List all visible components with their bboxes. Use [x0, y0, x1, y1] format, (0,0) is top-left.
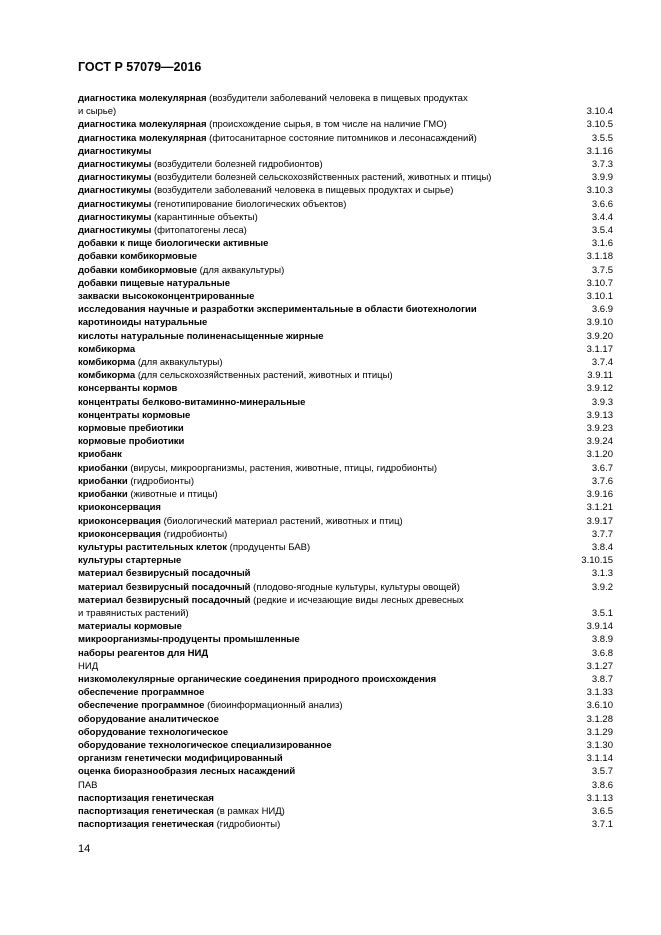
index-entry	[78, 422, 613, 435]
index-entry	[78, 198, 613, 211]
index-entry	[78, 686, 613, 699]
entry-text	[78, 739, 533, 752]
entry-note: (биологический материал растений, животных и птиц)	[160, 515, 403, 527]
entry-term: паспортизация генетическая	[78, 792, 214, 804]
entry-term: организм генетически модифицированный	[78, 753, 283, 765]
index-entry	[78, 620, 613, 633]
entry-reference: 3.9.12	[586, 383, 613, 395]
index-entry	[78, 356, 613, 369]
entry-text	[78, 554, 533, 567]
entry-text	[78, 356, 533, 369]
entry-term: криоконсервация	[78, 515, 161, 527]
entry-reference: 3.7.4	[591, 357, 613, 369]
entry-term: материалы кормовые	[78, 621, 182, 633]
term-index	[78, 92, 613, 831]
entry-reference: 3.1.6	[591, 238, 613, 250]
entry-reference: 3.7.1	[591, 819, 613, 831]
entry-term: диагностикумы	[78, 198, 152, 210]
entry-term: криоконсервация	[78, 528, 161, 540]
entry-text	[78, 250, 533, 263]
entry-term: криобанки	[78, 462, 128, 474]
entry-text	[78, 264, 533, 277]
entry-reference: 3.10.4	[586, 106, 613, 118]
entry-reference: 3.1.13	[586, 792, 613, 804]
entry-text	[78, 422, 533, 435]
entry-term: диагностикумы	[78, 211, 152, 223]
entry-text	[78, 448, 533, 461]
entry-note: (гидробионты)	[213, 819, 281, 831]
entry-term: кормовые пробиотики	[78, 436, 185, 448]
entry-term: консерванты кормов	[78, 383, 178, 395]
index-entry	[78, 382, 613, 395]
entry-text	[78, 779, 533, 792]
index-entry	[78, 118, 613, 131]
entry-text	[78, 752, 533, 765]
entry-text	[78, 211, 533, 224]
entry-reference: 3.9.9	[591, 172, 613, 184]
entry-text	[78, 396, 533, 409]
entry-text	[78, 581, 533, 594]
entry-term: материал безвирусный посадочный	[78, 568, 251, 580]
index-entry	[78, 726, 613, 739]
entry-reference: 3.9.11	[587, 370, 613, 382]
entry-text	[78, 145, 533, 158]
entry-text	[78, 686, 533, 699]
entry-text	[78, 92, 533, 118]
entry-term: диагностика молекулярная	[78, 132, 207, 144]
index-entry	[78, 145, 613, 158]
entry-text	[78, 528, 533, 541]
entry-note: (гидробионты)	[160, 528, 228, 540]
entry-reference: 3.1.18	[586, 251, 613, 263]
entry-text	[78, 303, 533, 316]
entry-term: оценка биоразнообразия лесных насаждений	[78, 766, 296, 778]
entry-term: добавки к пище биологически активные	[78, 238, 269, 250]
entry-reference: 3.1.21	[586, 502, 613, 514]
entry-text	[78, 184, 533, 197]
index-entry	[78, 462, 613, 475]
entry-note: (возбудители болезней гидробионтов)	[151, 159, 323, 171]
entry-note: (редкие и исчезающие виды лесных древесных и травянистых растений)	[78, 594, 464, 619]
entry-reference: 3.6.8	[591, 647, 613, 659]
index-entry	[78, 713, 613, 726]
entry-text	[78, 713, 533, 726]
entry-text	[78, 805, 533, 818]
entry-reference: 3.9.24	[586, 436, 613, 448]
index-entry	[78, 158, 613, 171]
entry-reference: 3.1.3	[591, 568, 613, 580]
entry-text	[78, 594, 533, 620]
entry-reference: 3.6.10	[586, 700, 613, 712]
index-entry	[78, 264, 613, 277]
index-entry	[78, 277, 613, 290]
index-entry	[78, 211, 613, 224]
index-entry	[78, 290, 613, 303]
entry-term: добавки комбикормовые	[78, 264, 198, 276]
entry-note: (для аквакультуры)	[135, 357, 223, 369]
index-entry	[78, 224, 613, 237]
entry-term: криобанки	[78, 475, 128, 487]
entry-text	[78, 765, 533, 778]
entry-term: материал безвирусный посадочный	[78, 594, 251, 606]
entry-note: (для сельскохозяйственных растений, животных и птицы)	[135, 370, 393, 382]
entry-reference: 3.9.2	[591, 581, 613, 593]
index-entry	[78, 343, 613, 356]
index-entry	[78, 554, 613, 567]
entry-reference: 3.5.1	[591, 607, 613, 619]
entry-text	[78, 488, 533, 501]
entry-term: каротиноиды натуральные	[78, 317, 208, 329]
entry-text	[78, 277, 533, 290]
entry-term: диагностикумы	[78, 159, 152, 171]
entry-reference: 3.4.4	[591, 211, 613, 223]
entry-reference: 3.9.17	[586, 515, 613, 527]
entry-reference: 3.8.7	[591, 673, 613, 685]
entry-note: (для аквакультуры)	[197, 264, 285, 276]
entry-text	[78, 515, 533, 528]
entry-term: концентраты белково-витаминно-минеральные	[78, 396, 306, 408]
entry-term: криоконсервация	[78, 502, 161, 514]
entry-term: комбикорма	[78, 370, 136, 382]
index-entry	[78, 171, 613, 184]
entry-term: кормовые пребиотики	[78, 423, 184, 435]
entry-reference: 3.5.5	[591, 132, 613, 144]
entry-text	[78, 620, 533, 633]
entry-note: (генотипирование биологических объектов)	[151, 198, 347, 210]
entry-text	[78, 462, 533, 475]
entry-term: криобанк	[78, 449, 122, 461]
entry-term: комбикорма	[78, 357, 136, 369]
entry-reference: 3.9.16	[586, 489, 613, 501]
entry-text	[78, 158, 533, 171]
entry-reference: 3.6.9	[591, 304, 613, 316]
index-entry	[78, 92, 613, 118]
entry-reference: 3.9.14	[586, 621, 613, 633]
index-entry	[78, 633, 613, 646]
entry-note: (биоинформационный анализ)	[204, 700, 343, 712]
index-entry	[78, 303, 613, 316]
entry-note: (карантинные объекты)	[151, 211, 258, 223]
entry-reference: 3.1.14	[586, 753, 613, 765]
entry-reference: 3.9.13	[586, 409, 613, 421]
entry-reference: 3.10.1	[586, 291, 613, 303]
entry-term: комбикорма	[78, 343, 136, 355]
entry-reference: 3.1.28	[586, 713, 613, 725]
entry-reference: 3.6.5	[591, 805, 613, 817]
entry-reference: 3.1.29	[586, 726, 613, 738]
entry-reference: 3.9.20	[586, 330, 613, 342]
entry-note: (гидробионты)	[127, 475, 194, 487]
entry-term: диагностикумы	[78, 185, 152, 197]
index-entry	[78, 528, 613, 541]
index-entry	[78, 818, 613, 831]
index-entry	[78, 567, 613, 580]
entry-term: низкомолекулярные органические соединения природного происхождения	[78, 673, 437, 685]
entry-text	[78, 818, 533, 831]
index-entry	[78, 752, 613, 765]
entry-text	[78, 316, 533, 329]
index-entry	[78, 488, 613, 501]
entry-reference: 3.9.23	[586, 423, 613, 435]
entry-text	[78, 699, 533, 712]
entry-text	[78, 475, 533, 488]
entry-text	[78, 237, 533, 250]
index-entry	[78, 184, 613, 197]
index-entry	[78, 448, 613, 461]
entry-reference: 3.1.33	[586, 687, 613, 699]
entry-term: криобанки	[78, 489, 128, 501]
index-entry	[78, 132, 613, 145]
entry-term: культуры растительных клеток	[78, 541, 228, 553]
index-entry	[78, 647, 613, 660]
entry-note: (вирусы, микроорганизмы, растения, животные, птицы, гидробионты)	[127, 462, 438, 474]
entry-reference: 3.10.15	[581, 555, 613, 567]
entry-term: культуры стартерные	[78, 555, 182, 567]
entry-term: паспортизация генетическая	[78, 819, 214, 831]
index-entry	[78, 739, 613, 752]
entry-text	[78, 435, 533, 448]
entry-text	[78, 409, 533, 422]
entry-term: диагностикумы	[78, 172, 152, 184]
entry-reference: 3.7.3	[591, 159, 613, 171]
entry-reference: 3.1.16	[586, 145, 613, 157]
entry-reference: 3.10.5	[586, 119, 613, 131]
entry-term: материал безвирусный посадочный	[78, 581, 251, 593]
entry-term: паспортизация генетическая	[78, 805, 214, 817]
entry-text	[78, 330, 533, 343]
entry-text	[78, 224, 533, 237]
entry-term: оборудование аналитическое	[78, 713, 219, 725]
index-entry	[78, 435, 613, 448]
entry-reference: 3.5.7	[591, 766, 613, 778]
entry-term: диагностика молекулярная	[78, 93, 207, 104]
entry-reference: 3.10.7	[586, 277, 613, 289]
entry-text	[78, 171, 533, 184]
entry-text	[78, 567, 533, 580]
entry-note: (возбудители заболеваний человека в пищевых продуктах и сырье)	[78, 93, 468, 118]
index-entry	[78, 581, 613, 594]
index-entry	[78, 250, 613, 263]
entry-term: диагностика молекулярная	[78, 119, 207, 131]
index-entry	[78, 805, 613, 818]
index-entry	[78, 475, 613, 488]
entry-text	[78, 132, 533, 145]
entry-text	[78, 647, 533, 660]
entry-text	[78, 792, 533, 805]
entry-note: (происхождение сырья, в том числе на наличие ГМО)	[206, 119, 447, 131]
index-entry	[78, 330, 613, 343]
entry-note: (плодово-ягодные культуры, культуры овощей)	[250, 581, 460, 593]
entry-reference: 3.1.27	[586, 660, 613, 672]
entry-reference: 3.8.6	[591, 779, 613, 791]
entry-reference: 3.9.10	[586, 317, 613, 329]
entry-note: (возбудители болезней сельскохозяйственных растений, животных и птицы)	[151, 172, 492, 184]
index-entry	[78, 673, 613, 686]
entry-note: (в рамках НИД)	[213, 805, 285, 817]
entry-term: кислоты натуральные полиненасыщенные жирные	[78, 330, 324, 342]
entry-reference: 3.1.17	[586, 343, 613, 355]
entry-text	[78, 501, 533, 514]
index-entry	[78, 237, 613, 250]
entry-reference: 3.8.9	[591, 634, 613, 646]
entry-reference: 3.6.7	[591, 462, 613, 474]
entry-reference: 3.8.4	[591, 541, 613, 553]
entry-text	[78, 369, 533, 382]
entry-reference: 3.1.20	[586, 449, 613, 461]
entry-note: (фитопатогены леса)	[151, 225, 247, 237]
entry-text	[78, 660, 533, 673]
index-entry	[78, 541, 613, 554]
entry-note: ПАВ	[78, 779, 98, 791]
index-entry	[78, 792, 613, 805]
entry-term: концентраты кормовые	[78, 409, 191, 421]
index-entry	[78, 396, 613, 409]
index-entry	[78, 779, 613, 792]
entry-text	[78, 726, 533, 739]
entry-reference: 3.1.30	[586, 739, 613, 751]
index-entry	[78, 501, 613, 514]
document-header: ГОСТ Р 57079—2016	[78, 60, 202, 74]
entry-reference: 3.5.4	[591, 225, 613, 237]
index-entry	[78, 409, 613, 422]
entry-term: добавки комбикормовые	[78, 251, 198, 263]
entry-text	[78, 633, 533, 646]
entry-reference: 3.7.7	[591, 528, 613, 540]
entry-term: наборы реагентов для НИД	[78, 647, 209, 659]
entry-note: (продуценты БАВ)	[227, 541, 311, 553]
entry-note: НИД	[78, 660, 99, 672]
index-entry	[78, 594, 613, 620]
index-entry	[78, 699, 613, 712]
entry-term: обеспечение программное	[78, 700, 205, 712]
entry-text	[78, 118, 533, 131]
entry-term: оборудование технологическое специализированное	[78, 739, 332, 751]
entry-term: микроорганизмы-продуценты промышленные	[78, 634, 300, 646]
entry-term: добавки пищевые натуральные	[78, 277, 230, 289]
entry-term: закваски высококонцентрированные	[78, 291, 255, 303]
entry-reference: 3.6.6	[591, 198, 613, 210]
entry-note: (фитосанитарное состояние питомников и лесонасаждений)	[206, 132, 477, 144]
index-entry	[78, 765, 613, 778]
entry-reference: 3.9.3	[591, 396, 613, 408]
entry-text	[78, 290, 533, 303]
entry-text	[78, 343, 533, 356]
entry-reference: 3.10.3	[586, 185, 613, 197]
index-entry	[78, 316, 613, 329]
entry-term: диагностикумы	[78, 145, 152, 157]
page-number: 14	[78, 843, 91, 855]
entry-term: оборудование технологическое	[78, 726, 229, 738]
index-entry	[78, 660, 613, 673]
entry-text	[78, 198, 533, 211]
entry-term: обеспечение программное	[78, 687, 205, 699]
entry-text	[78, 673, 533, 686]
entry-note: (животные и птицы)	[127, 489, 218, 501]
entry-text	[78, 382, 533, 395]
index-entry	[78, 369, 613, 382]
entry-note: (возбудители заболеваний человека в пищевых продуктах и сырье)	[151, 185, 454, 197]
entry-reference: 3.7.6	[591, 475, 613, 487]
index-entry	[78, 515, 613, 528]
entry-term: исследования научные и разработки экспериментальные в области биотехнологии	[78, 304, 477, 316]
entry-reference: 3.7.5	[591, 264, 613, 276]
entry-term: диагностикумы	[78, 225, 152, 237]
entry-text	[78, 541, 533, 554]
